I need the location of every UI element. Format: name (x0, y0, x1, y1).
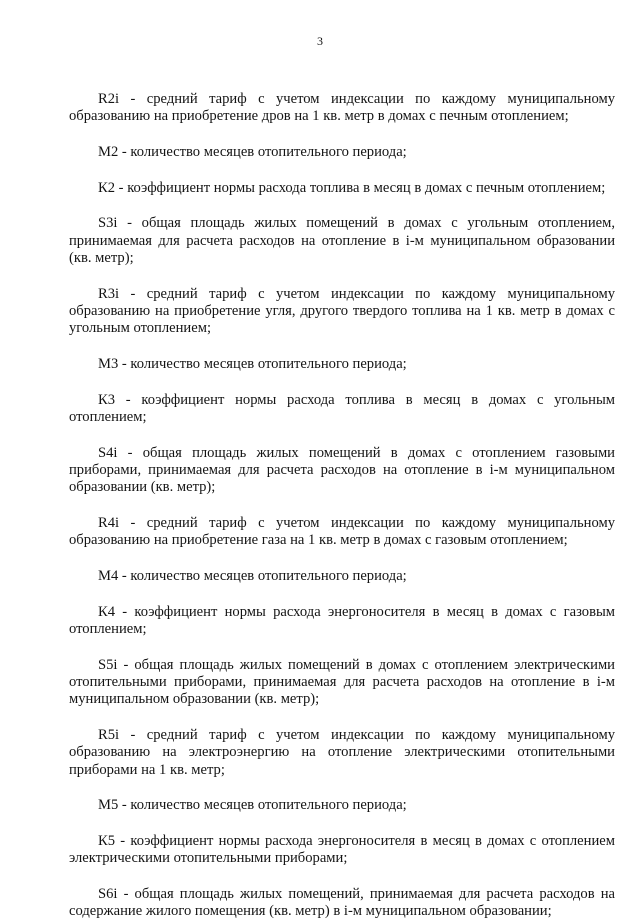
paragraph-r3i: R3i - средний тариф с учетом индексации по каждому муниципальному образованию на приобретение угля, другого твердого топлива на 1 кв. метр в домах с угольным отоплением; (69, 285, 615, 337)
paragraph-m4: М4 - количество месяцев отопительного периода; (98, 568, 407, 584)
document-body (69, 91, 615, 921)
paragraph-s3i: S3i - общая площадь жилых помещений в домах с угольным отоплением, принимаемая для расчета расходов на отопление в i-м муниципальном образовании (кв. метр); (69, 215, 615, 266)
paragraph-m5: М5 - количество месяцев отопительного периода; (98, 797, 407, 814)
paragraph-k2: К2 - коэффициент нормы расхода топлива в месяц в домах с печным отоплением; (98, 179, 606, 196)
paragraph-s4i: S4i - общая площадь жилых помещений в домах с отоплением газовыми приборами, принимаемая для расчета расходов на отопление в i-м муниципальном образовании (кв. метр); (69, 444, 615, 496)
paragraph-r5i: R5i - средний тариф с учетом индексации по каждому муниципальному образованию на электроэнергию на отопление электрическими отопительными приборами на 1 кв. метр; (69, 727, 615, 778)
paragraph-m2: М2 - количество месяцев отопительного периода; (98, 144, 407, 160)
paragraph-k5: К5 - коэффициент нормы расхода энергоносителя в месяц в домах с отоплением электрическими отопительными приборами; (69, 833, 615, 867)
page-number: 3 (317, 34, 323, 48)
paragraph-k3: К3 - коэффициент нормы расхода топлива в месяц в домах с угольным отоплением; (69, 391, 615, 425)
paragraph-k4: К4 - коэффициент нормы расхода энергоносителя в месяц в домах с газовым отоплением; (69, 603, 615, 637)
paragraph-r2i: R2i - средний тариф с учетом индексации по каждому муниципальному образованию на приобретение дров на 1 кв. метр в домах с печным отоплением; (69, 91, 615, 125)
paragraph-r4i: R4i - средний тариф с учетом индексации по каждому муниципальному образованию на приобретение газа на 1 кв. метр в домах с газовым отоплением; (69, 515, 615, 549)
paragraph-s6i: S6i - общая площадь жилых помещений, принимаемая для расчета расходов на содержание жилого помещения (кв. метр) в i-м муниципальном образовании; (69, 886, 615, 920)
paragraph-m3: М3 - количество месяцев отопительного периода; (98, 356, 407, 372)
paragraph-s5i: S5i - общая площадь жилых помещений в домах с отоплением электрическими отопительными приборами, принимаемая для расчета расходов на отопление в i-м муниципальном образовании (кв. метр); (69, 656, 615, 708)
